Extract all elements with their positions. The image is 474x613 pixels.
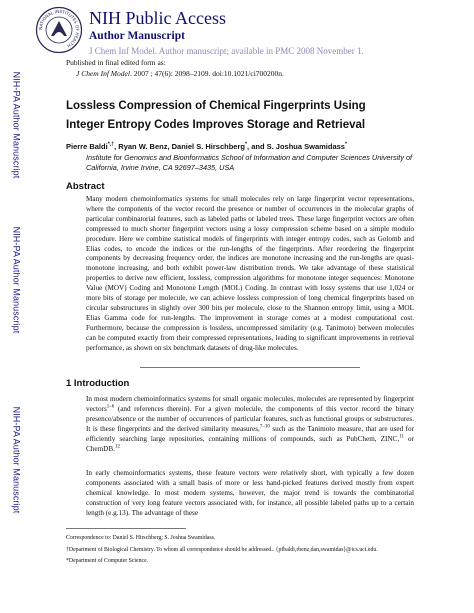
introduction-heading: 1 Introduction — [66, 378, 130, 389]
abstract-heading: Abstract — [66, 181, 105, 192]
footnote-cs: *Department of Computer Science. — [66, 558, 149, 564]
affiliation: Institute for Genomics and Bioinformatics School of Information and Computer Sciences University of California, Irvine Irvine, CA 92697–3435, USA — [86, 153, 413, 172]
author-name: Pierre Baldi — [66, 142, 108, 151]
sidebar-label-2: NIH-PA Author Manuscript — [11, 226, 21, 334]
footnote-biochem: †Department of Biological Chemistry. To whom all correspondence should be addressed.. {pfbaldi,rbenz,dan,swamidas}@ics.uci.edu. — [66, 547, 378, 553]
paper-title: Lossless Compression of Chemical Fingerprints Using Integer Entropy Codes Improves Storage and Retrieval — [66, 100, 366, 131]
author-list — [66, 142, 347, 151]
intro-paragraph-2: In early chemoinformatics systems, these feature vectors were relatively short, with typically a few dozen components associated with a small basis of more or less hand-picked features derived mostly from expert chemical knowledge. In most modern systems, however, the major trend is towards the combinatorial construction of very long feature vectors associated with, for instance, all possible labeled paths up to a certain length (e.g.13). The advantage of these — [86, 469, 414, 517]
journal-availability-line: J Chem Inf Model. Author manuscript; available in PMC 2008 November 1. — [89, 46, 364, 56]
author-names: , Ryan W. Benz, Daniel S. Hirschberg — [114, 142, 245, 151]
abstract-body: Many modern chemoinformatics systems for small molecules rely on large fingerprint vector representations, where the components of the vector record the presence or number of occurrences in the molecular graphs of particular combinatorial features, such as labeled paths or labeled trees. These large fingerprint vectors are often compressed to much shorter fingerprint vectors using a lossy compression scheme based on a simple modulo procedure. Here we combine statistical models of fingerprints with integer entropy codes, such as Golomb and Elias codes, to encode the indices or the run-lengths of the fingerprints. After reordering the fingerprint components by decreasing frequency order, the indices are monotone increasing and the run-lengths are quasi-monotone increasing, and both exhibit power-law distribution trends. We take advantage of these statistical properties to derive new efficient, lossless, compression algorithms for monotone integer sequences: Monotone Value (MOV) Coding and Monotone Length (MOL) Coding. In contrast with lossy systems that use 1,024 or more bits of storage per molecule, we can achieve lossless compression of long chemical fingerprints based on circular substructures in slightly over 300 bits per molecule, close to the Shannon entropy limit, using a MOL Elias Gamma code for run-lengths. The improvement in storage comes at a modest computational cost. Furthermore, because the compression is lossless, uncompressed similarity (e.g. Tanimoto) between molecules can be computed exactly from their compressed representations, leading to significant improvements in retrieval performance, as shown on six benchmark datasets of drug-like molecules. — [86, 195, 414, 352]
nih-seal-icon — [35, 6, 83, 54]
svg-text:NATIONAL INSTITUTES OF HEALTH: NATIONAL INSTITUTES OF HEALTH — [37, 8, 81, 49]
citation — [66, 68, 284, 79]
reference-link[interactable]: 11 — [399, 434, 404, 440]
nih-public-access-title: NIH Public Access — [89, 8, 226, 28]
nih-header — [35, 6, 465, 62]
reference-link[interactable]: 7–10 — [259, 424, 270, 430]
author-marks: * — [344, 141, 348, 148]
author-manuscript-label: Author Manuscript — [89, 30, 185, 42]
sidebar-label-1: NIH-PA Author Manuscript — [11, 71, 21, 179]
sidebar-label-3: NIH-PA Author Manuscript — [11, 406, 21, 514]
citation-journal: J Chem Inf Model — [76, 69, 130, 78]
author-marks: * — [244, 141, 248, 148]
intro-paragraph-1: In most modern chemoinformatics systems for small organic molecules, molecules are represented by fingerprint vectors$^{1-6}$ (and references therein). For a given molecule, the components of this vector record the binary presence/absence or the number of occurrences of particular features, such as functional groups or substructures. It is these fingerprints and the derived similarity measures,$^{7-10}$ such as the Tanimoto measure, that are used for efficiently searching large repositories, containing millions of compounds, such as PubChem, ZINC,$^{11}$ or ChemDB.$^{12}$ — [86, 395, 414, 453]
reference-link[interactable]: 1–6 — [106, 404, 115, 410]
author-names: , and S. Joshua Swamidass — [247, 142, 345, 151]
publication-info — [66, 57, 284, 79]
footnote-divider — [66, 528, 186, 529]
footnotes — [66, 534, 426, 568]
author-marks: *,† — [107, 141, 115, 148]
abstract-divider — [140, 367, 360, 368]
nih-pa-sidebar — [0, 0, 34, 613]
correspondence-note: Correspondence to: Daniel S. Hirschberg; S. Joshua Swamidass. — [66, 535, 216, 541]
published-label: Published in final edited form as: — [66, 58, 166, 67]
citation-details: . 2007 ; 47(6): 2098–2109. doi:10.1021/ci700200n. — [129, 69, 284, 78]
reference-link[interactable]: 12 — [114, 444, 120, 450]
